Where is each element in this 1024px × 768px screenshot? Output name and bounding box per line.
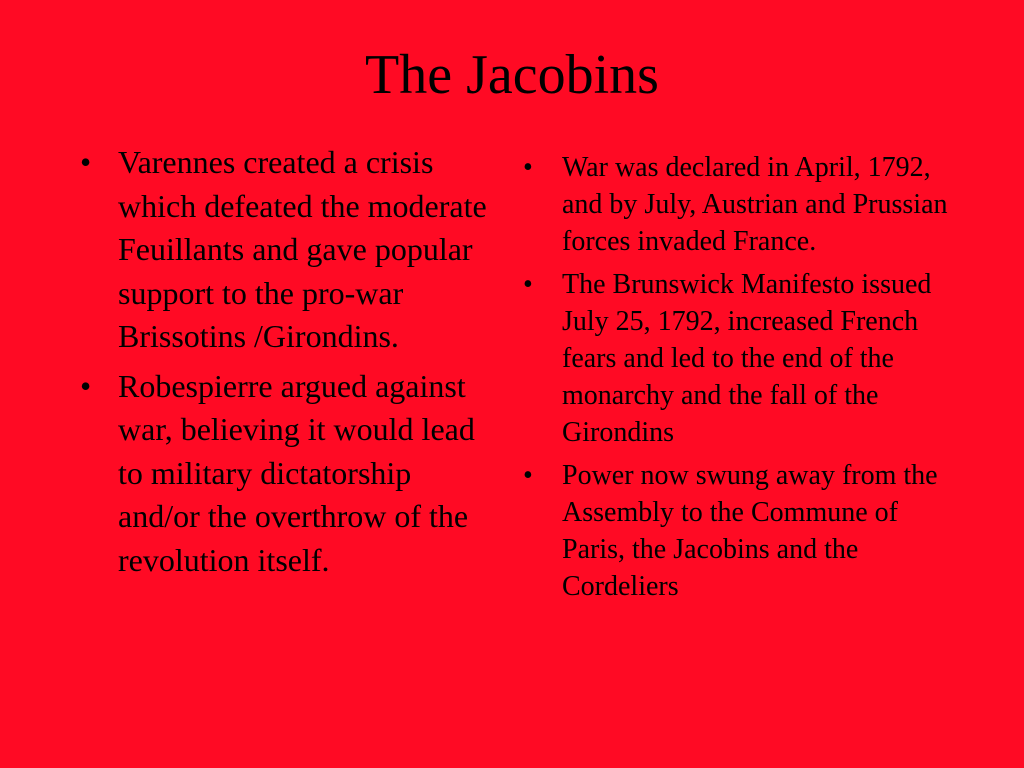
bullet-dot: • [523,269,533,301]
bullet-text: War was declared in April, 1792, and by July, Austrian and Prussian forces invaded France. [562,152,948,257]
bullet-text: Varennes created a crisis which defeated the moderate Feuillants and gave popular support to the pro-war Brissotins /Girondins. [118,144,487,354]
list-item [523,150,953,260]
bullet-dot: • [80,367,92,404]
bullet-text: The Brunswick Manifesto issued July 25, 1792, increased French fears and led to the end of the monarchy and the fall of the Girondins [562,269,932,448]
bullet-text: Power now swung away from the Assembly to the Commune of Paris, the Jacobins and the Cordeliers [562,460,938,602]
slide-title: The Jacobins [365,44,659,106]
bullet-dot: • [80,144,92,180]
list-item [80,141,500,359]
bullet-text: Robespierre argued against war, believing it would lead to military dictatorship and/or the overthrow of the revolution itself. [118,367,475,578]
list-item [80,365,500,583]
right-bullet-list [523,150,953,613]
bullet-dot: • [523,460,533,492]
list-item [523,458,953,605]
list-item [523,267,953,451]
left-bullet-list [80,141,500,588]
bullet-dot: • [523,152,533,183]
